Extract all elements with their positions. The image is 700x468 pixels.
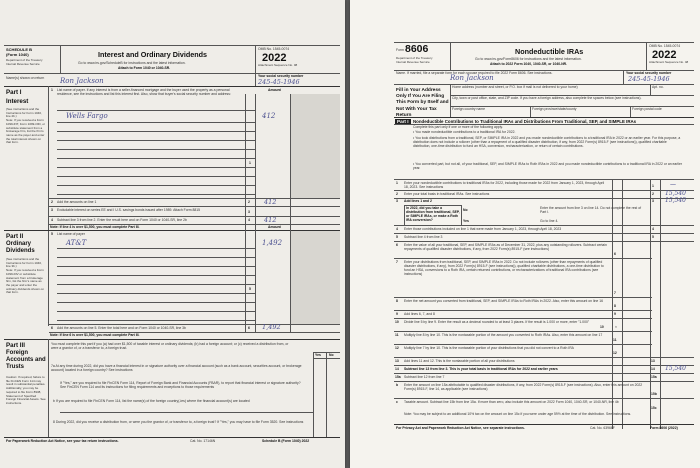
form-8606-header-divider-right xyxy=(646,42,647,70)
bullet-text: You made nondeductible contributions to a traditional IRA for 2022. xyxy=(415,130,516,134)
line4-rule xyxy=(394,233,694,234)
line13-rule xyxy=(394,365,694,366)
part3-line7a: 7a At any time during 2022, did you have a financial interest in or signature authority over a financial account (such as a bank account, securities account, or brokerage account) located in a foreign country? See instructions xyxy=(51,364,302,372)
form-8606-footer-rule xyxy=(394,424,694,425)
line6-number: 6 xyxy=(396,243,398,247)
line14-box: 14 xyxy=(651,367,655,371)
part1-payer-row xyxy=(57,167,255,168)
line14-text: Subtract line 13 from line 3. This is your total basis in traditional IRAs for 2022 and earlier years xyxy=(404,367,558,371)
part3-yes-header: Yes xyxy=(315,353,321,357)
line14-rule xyxy=(394,373,694,374)
line10-multiply-sign: × xyxy=(615,325,617,329)
line10-rule xyxy=(394,331,652,332)
line15a-number: 15a xyxy=(395,375,401,379)
form-8606-number: 8606 xyxy=(405,43,429,55)
part2-payer-amount[interactable]: 1,492 xyxy=(262,239,283,247)
form-8606-attachment-seq: Attachment Sequence No. 48 xyxy=(649,60,689,64)
part1-payer-row xyxy=(57,185,255,186)
form-8606-form-prefix: Form xyxy=(396,48,404,52)
line2-text: Enter your total basis in traditional IRAs. See instructions xyxy=(404,192,490,196)
apt-divider xyxy=(650,84,651,95)
part3-line7a-fbar: If "Yes," are you required to file FinCEN Form 114, Report of Foreign Bank and Financial Accounts (FBAR), to report that financial interest or signature authority? See FinCEN Form 114 and its instructions for filing requirements and exceptions to those requirements xyxy=(60,381,301,389)
form-8606-address-divider xyxy=(450,84,451,117)
line3-yes-label[interactable]: Yes xyxy=(463,219,469,223)
line12-number: 12 xyxy=(395,346,399,350)
foreign-postal-label: Foreign postal code xyxy=(632,107,662,111)
form-8606-ssn-divider xyxy=(623,70,624,84)
part2-payer-row xyxy=(57,266,255,267)
part1-line1-box: 1 xyxy=(249,161,251,165)
part2-line5-box: 5 xyxy=(249,287,251,291)
schedule-b-ssn-value[interactable]: 245-45-1946 xyxy=(258,78,300,86)
amount-subcolumn-right xyxy=(622,179,623,429)
schedule-b-title: Interest and Ordinary Dividends xyxy=(98,50,208,59)
part2-payer-row xyxy=(57,302,255,303)
part2-line6-number: 6 xyxy=(51,326,53,330)
line15c-note: Note: You may be subject to an additional 10% tax on the amount on line 15c if you were under age 59½ at the time of the distribution. See instructions. xyxy=(404,412,632,416)
line3-rule xyxy=(394,225,694,226)
line3-no-label[interactable]: No xyxy=(463,208,468,212)
foreign-province-label: Foreign province/state/county xyxy=(532,107,577,111)
part3-yesno-header-rule xyxy=(313,358,340,359)
part3-side-note: Caution: If required, failure to file FinCEN Form 114 may result in substantial penalties. Additionally, you may be required to file Form 8938, Statement of Specified Foreign Financial Assets. See instructions. xyxy=(6,375,46,405)
line11-number: 11 xyxy=(395,333,399,337)
line3-box: 3 xyxy=(652,199,654,203)
line3-no-instruction: Enter the amount from line 3 on line 14. Do not complete the rest of Part I. xyxy=(540,206,642,214)
form-8606-part1-title: Nondeductible Contributions to Traditional IRAs and Distributions From Traditional, SEP, and SIMPLE IRAs xyxy=(413,119,637,124)
part3-name: Foreign Accounts and Trusts xyxy=(6,350,46,370)
schedule-b-dept: Department of the Treasury Internal Revenue Service xyxy=(6,58,43,66)
line14-amount[interactable]: 15,540 xyxy=(665,365,686,372)
line8-rule xyxy=(394,310,652,311)
line3-text: Add lines 1 and 2 xyxy=(404,199,432,203)
foreign-country-label: Foreign country name xyxy=(452,107,485,111)
line1-amount[interactable]: — xyxy=(670,181,676,188)
schedule-b-ssn-label: Your social security number xyxy=(258,74,304,78)
form-8606-title: Nondeductible IRAs xyxy=(515,47,584,56)
line13-text: Add lines 11 and 12. This is the nontaxable portion of all your distributions xyxy=(404,359,515,363)
line5-number: 5 xyxy=(396,235,398,239)
part2-bottom-rule xyxy=(4,339,340,340)
part2-payer-name[interactable]: AT&T xyxy=(66,239,87,247)
part1-box-column-left xyxy=(245,94,246,234)
line7-box: 7 xyxy=(614,291,616,295)
part1-header-rule xyxy=(394,124,694,125)
part1-line4-amount[interactable]: 412 xyxy=(264,216,277,224)
part1-line4-rule xyxy=(49,216,340,217)
part2-shaded-area xyxy=(291,231,340,324)
part3-line7b: b If you are required to file FinCEN Form 114, list the name(s) of the foreign country(-ies) where the financial account(s) are located xyxy=(53,399,250,403)
form-8606-part1-sub: Complete this part only if one or more of the following apply. xyxy=(413,125,503,129)
part2-line5-text: List name of payer xyxy=(57,232,85,236)
form-8606-footer-left: For Privacy Act and Paperwork Reduction Act Notice, see separate instructions. xyxy=(396,426,525,430)
line10-text: Divide line 5 by line 9. Enter the result as a decimal rounded to at least 3 places. If the result is 1.000 or more, enter "1.000" xyxy=(404,320,590,324)
line9-number: 9 xyxy=(396,312,398,316)
line3-amount[interactable]: 15,540 xyxy=(665,197,686,204)
bullet-item: • You took distributions from a traditional, SEP, or SIMPLE IRA in 2022 and you made nondeductible contributions to a traditional IRA in 2022 or an earlier year. For this purpose, a distribution does not include a rollover (other than a repayment of a qualified disaster distribution, if any, from 2022 Form(s) 8915-F (see instructions)), qualified charitable distribution, one-time distribution to fund an HSA, conversion, recharacterization, or return of certain contributions. xyxy=(413,136,681,148)
line15c-text: Taxable amount. Subtract line 15b from line 15a. If more than zero, also include this amount on 2022 Form 1040, 1040-SR, or 1040-NR, line 4b xyxy=(404,400,619,404)
part3-no-column-left xyxy=(326,352,327,437)
line15a-text: Subtract line 12 from line 7 xyxy=(404,375,445,379)
schedule-b-instructions: Go to www.irs.gov/ScheduleB for instructions and the latest information. xyxy=(78,61,186,65)
line2-rule xyxy=(394,198,694,199)
part1-payer-row xyxy=(57,158,255,159)
part3-line7b-answer-rule xyxy=(60,412,313,413)
schedule-b-ssn-divider xyxy=(255,73,256,86)
line15b-number: b xyxy=(396,383,399,387)
bullet-text: You took distributions from a traditional, SEP, or SIMPLE IRA in 2022 and you made nondeductible contributions to a traditional IRA in 2022 or an earlier year. For this purpose, a distribution does not include a rollover (other than a repayment of a qualified disaster distribution, if any, from 2022 Form(s) 8915-F (see instructions)), qualified charitable distribution, one-time distribution to fund an HSA, conversion, recharacterization, or return of certain contributions. xyxy=(413,136,681,148)
form-8606-ssn-label: Your social security number xyxy=(626,71,672,75)
line10-box: 10 xyxy=(600,325,604,329)
part1-payer-row xyxy=(57,131,255,132)
part1-payer-name[interactable]: Wells Fargo xyxy=(66,112,108,120)
line15b-box: 15b xyxy=(651,392,657,396)
line4-box: 4 xyxy=(652,227,654,231)
part1-line3-number: 3 xyxy=(51,208,53,212)
bullets-bottom-rule xyxy=(394,179,694,180)
line1-box: 1 xyxy=(652,184,654,188)
part2-line6-text: Add the amounts on line 5. Enter the total here and on Form 1040 or 1040-SR, line 3b xyxy=(57,326,186,330)
amount-subcolumn-left xyxy=(612,179,613,429)
part2-payer-row xyxy=(57,257,255,258)
line15a-box: 15a xyxy=(651,375,657,379)
line2-box: 2 xyxy=(652,192,654,196)
part1-note: Note: If line 4 is over $1,500, you must complete Part III. xyxy=(50,225,140,229)
part1-payer-row xyxy=(57,176,255,177)
line8-text: Enter the net amount you converted from traditional, SEP, and SIMPLE IRAs to Roth IRAs in 2022. Also, enter this amount on line 16 xyxy=(404,299,603,303)
line10-number: 10 xyxy=(395,320,399,324)
line12-box: 12 xyxy=(613,351,617,355)
line6-rule xyxy=(394,258,652,259)
part3-no-header: No xyxy=(329,353,334,357)
line2-amount[interactable]: 15,540 xyxy=(665,190,686,197)
form-8606-footer-cat: Cat. No. 63966F xyxy=(590,426,615,430)
part2-payer-row xyxy=(57,284,255,285)
part2-note: Note: If line 6 is over $1,500, you must complete Part III. xyxy=(50,333,140,337)
line12-rule xyxy=(394,357,694,358)
part1-payer-row xyxy=(57,194,255,195)
part1-line4-box: 4 xyxy=(248,218,250,222)
part2-payer-row xyxy=(57,320,255,321)
schedule-b-header-divider-right xyxy=(255,45,256,73)
line5-text: Subtract line 4 from line 3 xyxy=(404,235,443,239)
line15c-number: c xyxy=(396,400,398,404)
schedule-b-name-value[interactable]: Ron Jackson xyxy=(60,77,104,85)
part2-amount-label: Amount xyxy=(268,225,281,229)
part1-line2-rule xyxy=(49,198,340,199)
schedule-b-attach: Attach to Form 1040 or 1040-SR. xyxy=(118,66,171,70)
city-label: City, town or post office, state, and ZIP code. If you have a foreign address, also complete the spaces below (see instructions). xyxy=(452,96,642,100)
part1-line4-number: 4 xyxy=(51,218,53,222)
line9-box: 9 xyxy=(614,312,616,316)
part1-line2-box: 2 xyxy=(248,200,250,204)
part2-line6-rule xyxy=(49,324,340,325)
line13-box: 13 xyxy=(651,359,655,363)
foreign-province-divider xyxy=(530,106,531,117)
part1-line4-text: Subtract line 3 from line 2. Enter the result here and on Form 1040 or 1040-SR, line 2b xyxy=(57,218,187,222)
part1-line3-text: Excludable interest on series EE and I U.S. savings bonds issued after 1989. Attach Form 8815 xyxy=(57,208,201,212)
schedule-b-footer-rule xyxy=(4,437,340,438)
part1-label: Part I xyxy=(6,89,22,96)
line15b-rule xyxy=(394,398,694,399)
schedule-b-name-rule xyxy=(4,86,340,87)
line4-number: 4 xyxy=(396,227,398,231)
form-8606-name-label: Name. If married, file a separate form for each spouse required to file 2022 Form 8606. See instructions. xyxy=(396,71,553,75)
line4-text: Enter those contributions included on line 1 that were made from January 1, 2023, through April 18, 2023 xyxy=(404,227,562,231)
schedule-b-form-id: SCHEDULE B (Form 1040) xyxy=(6,47,33,57)
line11-text: Multiply line 8 by line 10. This is the nontaxable portion of the amount you converted to Roth IRAs. Also, enter this amount on line 17 xyxy=(404,333,603,337)
form-8606-dept: Department of the Treasury Internal Revenue Service xyxy=(396,56,433,64)
part2-line6-amount[interactable]: 1,492 xyxy=(262,323,281,331)
part1-name: Interest xyxy=(6,98,29,105)
part2-side-note: (See instructions and the Instructions for Form 1040, line 3b.) Note: If you received a Form 1099-DIV or substitute statement from a brokerage firm, list the firm's name as the payer and enter the ordinary dividends shown on that form. xyxy=(6,257,45,295)
part2-amount-column-left xyxy=(255,230,256,332)
form-8606-name-value[interactable]: Ron Jackson xyxy=(450,74,494,82)
address-bottom-rule xyxy=(394,117,694,118)
part3-intro: You must complete this part if you (a) had over $1,500 of taxable interest or ordinary dividends; (b) had a foreign account; or (c) received a distribution from, or were a grantor of, or a transferor to, a foreign trust. xyxy=(51,342,289,350)
line8-box: 8 xyxy=(614,304,616,308)
line7-rule xyxy=(394,297,652,298)
part1-amount-column-left xyxy=(255,94,256,234)
schedule-b-year: 2022 xyxy=(262,52,287,64)
part2-payer-row xyxy=(57,311,255,312)
schedule-b-footer-left: For Paperwork Reduction Act Notice, see your tax return instructions. xyxy=(6,439,119,443)
form-8606-address-side-label: Fill in Your Address Only If You Are Filing This Form by Itself and Not With Your Tax Return xyxy=(396,88,449,118)
part1-line1-number: 1 xyxy=(51,88,53,92)
schedule-b-header-divider-left xyxy=(60,45,61,73)
part2-name: Ordinary Dividends xyxy=(6,241,35,254)
part2-line6-box: 6 xyxy=(248,326,250,330)
line13-number: 13 xyxy=(395,359,399,363)
form-8606-ssn-value[interactable]: 245-45-1946 xyxy=(628,75,670,83)
line1-text: Enter your nondeductible contributions to traditional IRAs for 2022, including those made for 2022 from January 1, 2023, through April 18, 2023. See instructions xyxy=(404,181,605,189)
bullet-item: • You converted part, but not all, of your traditional, SEP, and SIMPLE IRAs to Roth IRAs in 2022 and you made nondeductible contributions to a traditional IRA in 2022 or an earlier year. xyxy=(413,162,682,170)
part1-payer-row xyxy=(57,122,255,123)
part2-payer-row xyxy=(57,275,255,276)
part2-box-column-left xyxy=(245,230,246,332)
line5-rule xyxy=(394,241,694,242)
line8-number: 8 xyxy=(396,299,398,303)
line9-rule xyxy=(394,318,652,319)
part1-line1-text: List name of payer. If any interest is from a seller-financed mortgage and the buyer used the property as a personal residence, see the instructions and list this interest first. Also, show that buyer's social security number and address: xyxy=(57,88,231,96)
part1-payer-row xyxy=(57,149,255,150)
form-8606-omb: OMB No. 1545-0074 xyxy=(649,44,681,48)
line15a-rule xyxy=(394,381,694,382)
schedule-b-footer-cat: Cat. No. 17146N xyxy=(190,439,216,443)
form-8606-footer-right: Form 8606 (2022) xyxy=(650,426,678,430)
schedule-b-amount-label: Amount xyxy=(268,88,281,92)
part1-line3-box: 3 xyxy=(248,210,250,214)
schedule-b-name-label: Name(s) shown on return xyxy=(6,76,45,80)
part2-payer-row xyxy=(57,248,255,249)
line3-number: 3 xyxy=(396,199,398,203)
part1-payer-row xyxy=(57,110,255,111)
part3-line8: 8 During 2022, did you receive a distribution from, or were you the grantor of, or transferor to, a foreign trust? If "Yes," you may have to file Form 3520. See instructions xyxy=(53,420,304,424)
part1-side-note: (See instructions and the Instructions for Form 1040, line 2b.) Note: If you received a Form 1099-INT, Form 1099-OID, or substitute statement from a brokerage firm, list the firm's name as the payer and enter the total interest shown on that form. xyxy=(6,107,46,145)
line3-question: In 2022, did you take a distribution from traditional, SEP, or SIMPLE IRAs, or make a Roth IRA conversion? xyxy=(406,206,460,222)
part2-line5-number: 5 xyxy=(51,232,53,236)
part3-yes-column-left xyxy=(313,352,314,437)
line7-text: Enter your distributions from traditional, SEP, and SIMPLE IRAs in 2022. Do not include rollovers (other than repayments of qualified disaster distributions, if any), from 2022 Form(s) 8915-F (see instructions)), qualified charitable distributions, a one-time distribution to fund an HSA, conversions to a Roth IRA, certain returned contributions, or recharacterizations of traditional IRA contributions (see instructions) xyxy=(404,260,604,276)
line1-rule xyxy=(394,190,694,191)
line11-box: 11 xyxy=(613,338,617,342)
part1-line2-number: 2 xyxy=(51,200,53,204)
line1-number: 1 xyxy=(396,181,398,185)
schedule-b-form xyxy=(0,0,345,468)
line5-box: 5 xyxy=(652,235,654,239)
line15c-box: 15c xyxy=(651,406,657,410)
schedule-b-footer-right: Schedule B (Form 1040) 2022 xyxy=(262,439,310,443)
apt-label: Apt. no. xyxy=(652,85,664,89)
form-8606 xyxy=(350,0,700,468)
amount-column-inner xyxy=(660,179,661,429)
line11-rule xyxy=(394,344,652,345)
line2-number: 2 xyxy=(396,192,398,196)
part2-label: Part II xyxy=(6,233,24,240)
line6-box: 6 xyxy=(614,252,616,256)
line6-text: Enter the value of all your traditional, SEP, and SIMPLE IRAs as of December 31, 2022, plus any outstanding rollovers. Subtract certain repayments of qualified disaster distributions, if any, from 2022 Form(s) 8915-F (see instructions) xyxy=(404,243,607,251)
schedule-b-top-rule xyxy=(4,45,340,46)
part1-payer-amount[interactable]: 412 xyxy=(262,112,276,120)
form-8606-top-rule xyxy=(394,42,694,43)
form-8606-attach: Attach to 2022 Form 1040, 1040-SR, or 1040-NR. xyxy=(490,62,568,66)
bullet-text: You converted part, but not all, of your traditional, SEP, and SIMPLE IRAs to Roth IRAs in 2022 and you made nondeductible contributions to a traditional IRA in 2022 or an earlier year. xyxy=(413,162,682,170)
bullet-item: • You made nondeductible contributions to a traditional IRA for 2022. xyxy=(413,130,516,134)
form-8606-part1-label: Part I xyxy=(397,119,409,124)
part1-payer-row xyxy=(57,140,255,141)
line7-number: 7 xyxy=(396,260,398,264)
line15b-text: Enter the amount on line 15a attributable to qualified disaster distributions, if any, from 2022 Form(s) 8915-F (see instructions). Also, enter this amount on 2022 Form(s) 8915-F, line 14, as applicable (see instructions) xyxy=(404,383,643,391)
line14-number: 14 xyxy=(395,367,399,371)
part3-label: Part III xyxy=(6,342,25,349)
form-8606-year: 2022 xyxy=(652,49,677,61)
part3-left-rule xyxy=(48,339,49,437)
part1-shaded-area xyxy=(291,94,340,198)
schedule-b-omb: OMB No. 1545-0074 xyxy=(258,47,290,51)
foreign-postal-divider xyxy=(630,106,631,117)
part1-line2-text: Add the amounts on line 1 xyxy=(57,200,97,204)
line3-yes-instruction: Go to line 4. xyxy=(540,219,559,223)
line9-text: Add lines 6, 7, and 8 xyxy=(404,312,435,316)
form-8606-header-divider-left xyxy=(450,42,451,70)
line12-text: Multiply line 7 by line 10. This is the nontaxable portion of your distributions that you did not convert to a Roth IRA xyxy=(404,346,574,350)
part1-line2-amount[interactable]: 412 xyxy=(264,198,277,206)
home-address-label: Home address (number and street, or P.O. box if mail is not delivered to your home) xyxy=(452,85,578,89)
form-8606-instructions: Go to www.irs.gov/Form8606 for instructions and the latest information. xyxy=(475,57,582,61)
part1-line3-rule xyxy=(49,206,340,207)
part2-payer-row xyxy=(57,293,255,294)
schedule-b-attachment-seq: Attachment Sequence No. 08 xyxy=(258,63,298,67)
